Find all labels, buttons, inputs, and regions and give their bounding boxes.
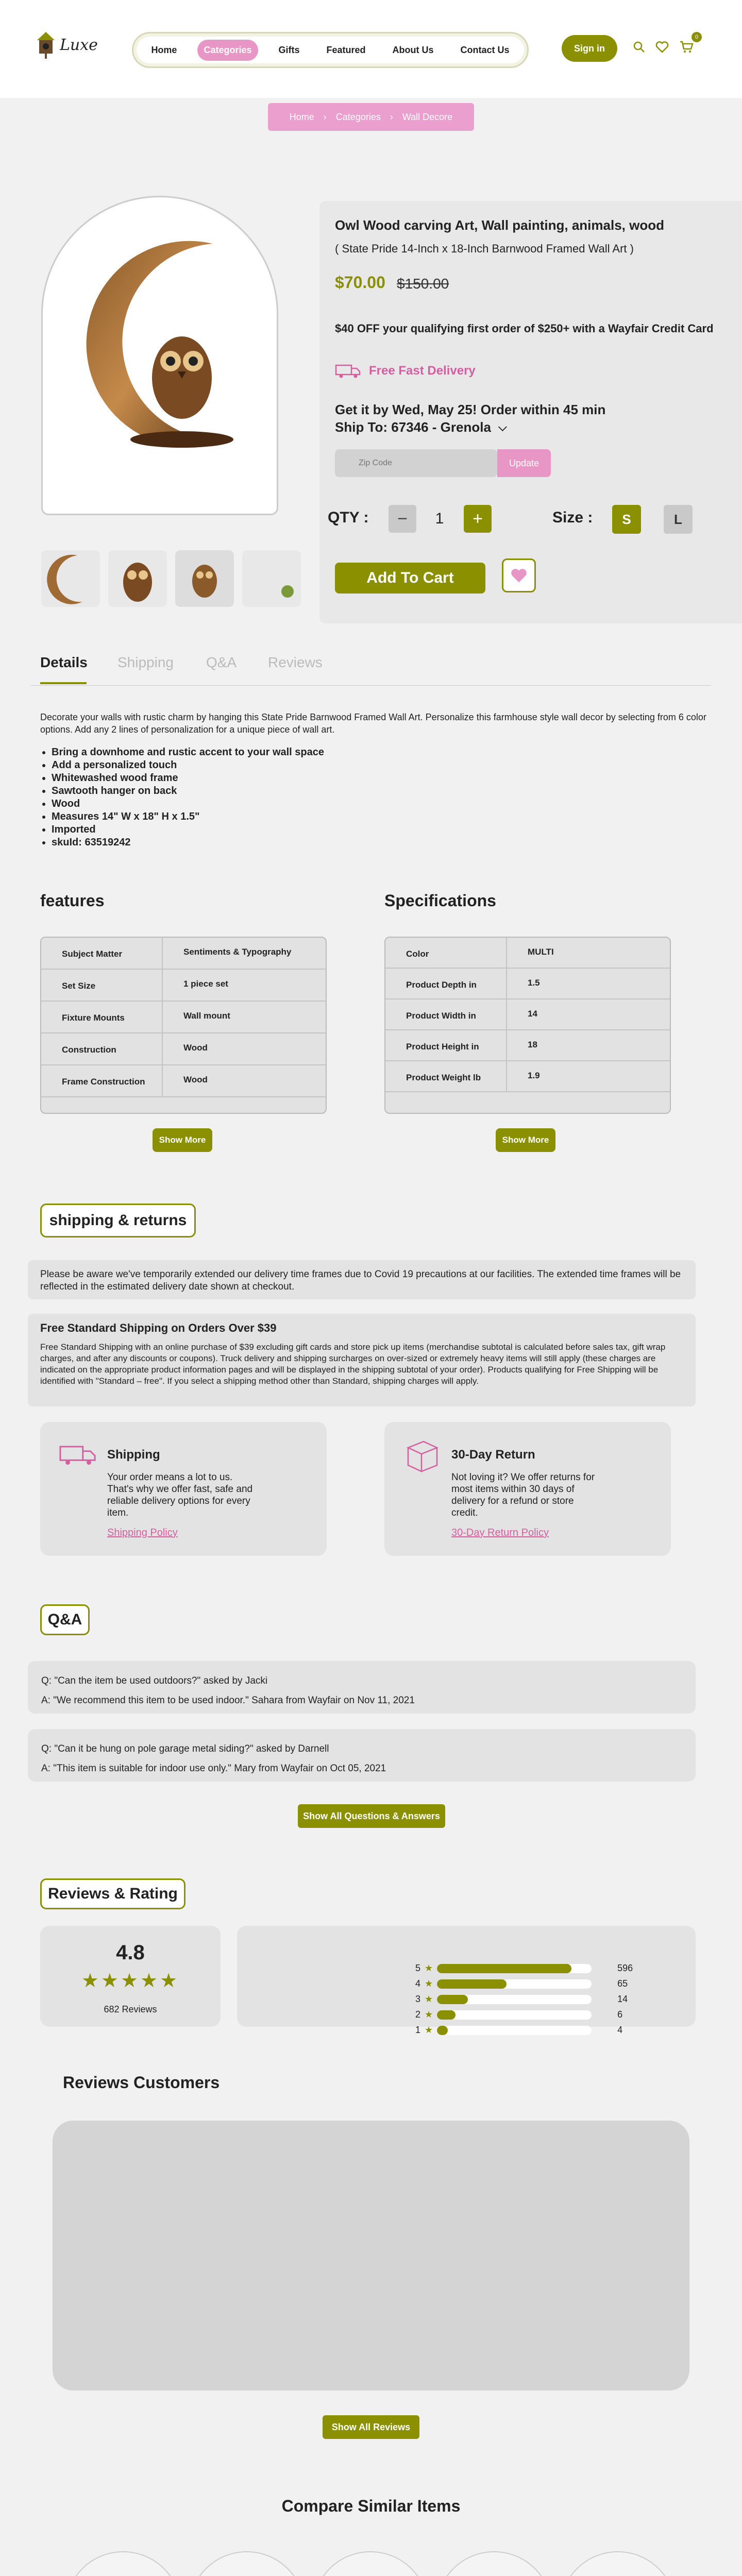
features-table — [40, 937, 327, 1114]
credit-card-offer: $40 OFF your qualifying first order of $250+ with a Wayfair Credit Card — [335, 322, 714, 335]
product-image — [561, 2552, 675, 2576]
owl-figurine-illustration — [334, 2569, 407, 2576]
return-card-title: 30-Day Return — [451, 1448, 535, 1462]
table-cell-key: Frame Construction — [41, 1065, 163, 1096]
reviews-customers-heading: Reviews Customers — [63, 2073, 220, 2092]
return-policy-link[interactable]: 30-Day Return Policy — [451, 1527, 549, 1538]
site-header — [0, 0, 742, 98]
list-item: • Imported — [52, 823, 324, 836]
table-row — [385, 1061, 670, 1092]
star-icon: ★ — [425, 1994, 433, 2004]
shipping-card-text: Your order means a lot to us. That's why we offer fast, safe and reliable delivery options for every item. — [107, 1472, 253, 1518]
details-list — [52, 746, 324, 849]
rating-stars: ★★★★★ — [81, 1970, 180, 1992]
table-cell-key: Product Weight lb — [385, 1061, 507, 1091]
rating-bar-track — [437, 1995, 592, 2004]
update-zip-button[interactable]: Update — [497, 449, 551, 477]
compare-product-card[interactable] — [189, 2551, 305, 2576]
truck-icon — [335, 363, 362, 379]
rating-count: 4 — [617, 2025, 623, 2035]
size-l-option[interactable]: L — [664, 505, 693, 534]
rating-bar-row — [415, 2009, 622, 2020]
nav-gifts[interactable]: Gifts — [278, 44, 300, 55]
owl-figurine-illustration — [582, 2569, 654, 2576]
table-row — [385, 969, 670, 999]
show-all-reviews-button[interactable]: Show All Reviews — [323, 2415, 419, 2439]
specifications-heading: Specifications — [384, 891, 496, 910]
chevron-right-icon: › — [323, 111, 327, 122]
delivery-date: Get it by Wed, May 25! Order within 45 min — [335, 402, 606, 417]
star-icon: ★ — [425, 1978, 433, 1989]
heart-icon — [510, 567, 528, 584]
table-cell-value: Wood — [183, 1075, 208, 1084]
star-icon: ★ — [425, 1963, 433, 1973]
rating-bar-row — [415, 1963, 633, 1974]
covid-notice: Please be aware we've temporarily extended our delivery time frames due to Covid 19 precautions at our facilities. The extended time frames will be reflected in the estimated delivery date shown at checkout. — [28, 1260, 696, 1299]
features-heading: features — [40, 891, 105, 910]
rating-count: 65 — [617, 1978, 628, 1989]
owl-figurine-illustration — [87, 2569, 159, 2576]
qty-value: 1 — [435, 510, 444, 527]
free-shipping-box — [28, 1314, 696, 1406]
table-cell-key: Product Width in — [385, 999, 507, 1029]
tab-details[interactable]: Details — [40, 654, 88, 670]
product-thumbnail[interactable] — [175, 550, 234, 607]
rating-count: 14 — [617, 1994, 628, 2004]
shipping-card-title: Shipping — [107, 1448, 160, 1462]
delivery-estimate — [335, 401, 605, 436]
table-row — [385, 1030, 670, 1061]
heart-icon[interactable] — [655, 41, 669, 53]
qa-item — [28, 1661, 696, 1714]
list-item: • Measures 14" W x 18" H x 1.5" — [52, 810, 324, 823]
free-delivery-label: Free Fast Delivery — [369, 364, 476, 378]
table-cell-key: Set Size — [41, 970, 163, 1001]
rating-star-label: 2 — [415, 2009, 421, 2020]
table-cell-value: Sentiments & Typography — [183, 947, 292, 957]
table-cell-value: 1 piece set — [183, 979, 228, 989]
product-thumbnail[interactable] — [41, 550, 100, 607]
truck-icon — [59, 1440, 98, 1469]
product-image — [66, 2552, 180, 2576]
compare-product-card[interactable] — [436, 2551, 552, 2576]
reviews-customers-area — [53, 2121, 689, 2391]
list-item: • Bring a downhome and rustic accent to your wall space — [52, 746, 324, 759]
rating-star-label: 3 — [415, 1994, 421, 2004]
rating-count: 596 — [617, 1963, 633, 1973]
rating-bar-fill — [437, 1964, 571, 1973]
rating-bar-row — [415, 1994, 628, 2005]
product-image — [190, 2552, 304, 2576]
rating-bar-fill — [437, 1995, 468, 2004]
rating-bar-track — [437, 2026, 592, 2035]
rating-bar-fill — [437, 2026, 448, 2035]
qa-item — [28, 1729, 696, 1782]
average-rating-card — [40, 1926, 221, 2027]
rating-star-label: 5 — [415, 1963, 421, 1973]
specifications-show-more-button[interactable]: Show More — [496, 1128, 555, 1152]
rating-bar-fill — [437, 1979, 507, 1989]
shipping-heading: shipping & returns — [40, 1204, 196, 1238]
rating-bar-track — [437, 2010, 592, 2020]
header-icons — [633, 40, 694, 54]
table-cell-key: Product Height in — [385, 1030, 507, 1060]
table-cell-key: Construction — [41, 1033, 163, 1064]
table-row — [41, 1033, 326, 1065]
list-item: • Whitewashed wood frame — [52, 772, 324, 785]
table-cell-value: MULTI — [528, 947, 554, 957]
search-icon[interactable] — [633, 41, 645, 53]
list-item: • Wood — [52, 798, 324, 810]
show-all-qa-button[interactable]: Show All Questions & Answers — [298, 1804, 445, 1828]
table-row — [385, 938, 670, 969]
free-delivery — [335, 363, 476, 379]
star-icon: ★ — [425, 2009, 433, 2020]
nav-home[interactable]: Home — [151, 44, 177, 55]
review-count: 682 Reviews — [104, 2004, 157, 2014]
features-show-more-button[interactable]: Show More — [153, 1128, 212, 1152]
qty-label: QTY : — [328, 509, 369, 526]
product-price: $70.00 — [335, 273, 385, 292]
add-to-cart-button[interactable]: Add To Cart — [335, 563, 485, 594]
chevron-right-icon: › — [390, 111, 393, 122]
nav-categories[interactable]: Categories — [197, 40, 258, 61]
table-cell-value: 1.5 — [528, 978, 540, 988]
compare-product-card[interactable] — [312, 2551, 429, 2576]
reviews-heading: Reviews & Rating — [40, 1878, 185, 1909]
birdhouse-logo-icon — [36, 31, 56, 59]
ship-to: Ship To: 67346 - Grenola — [335, 419, 491, 435]
rating-bar-row — [415, 2025, 622, 2036]
signin-button[interactable]: Sign in — [562, 35, 617, 62]
free-shipping-title: Free Standard Shipping on Orders Over $39 — [40, 1321, 277, 1334]
table-cell-value: Wood — [183, 1043, 208, 1053]
rating-star-label: 4 — [415, 1978, 421, 1989]
breadcrumb-categories[interactable]: Categories — [335, 111, 381, 122]
breadcrumb-home[interactable]: Home — [289, 111, 314, 122]
compare-heading: Compare Similar Items — [281, 2497, 461, 2515]
return-card — [384, 1422, 671, 1556]
product-title: Owl Wood carving Art, Wall painting, animals, wood — [335, 217, 664, 233]
return-card-text: Not loving it? We offer returns for most items within 30 days of delivery for a refund or store credit. — [451, 1472, 595, 1518]
free-shipping-text: Free Standard Shipping with an online purchase of $39 excluding gift cards and store pick up items (merchandise subtotal is calculated before sales tax, gift wrap charges, and after any discounts or coupons). Truck delivery and shipping surcharges on over-sized or extremely heavy items will still apply (these charges are indicated on the appropriate product information pages and will be displayed in the shipping subtotal of your order). Products qualifying for Free Shipping will be identified with "Standard – free". If you select a shipping method other than Standard, shipping charges will apply. — [40, 1342, 666, 1386]
shipping-card — [40, 1422, 327, 1556]
table-cell-value: 1.9 — [528, 1071, 540, 1080]
tabs-divider — [31, 685, 711, 686]
logo-text: Luxe — [60, 36, 98, 54]
product-main-image — [41, 196, 278, 515]
zip-code-input[interactable] — [335, 449, 497, 477]
table-cell-key: Product Depth in — [385, 969, 507, 998]
average-rating: 4.8 — [116, 1941, 145, 1964]
rating-count: 6 — [617, 2009, 623, 2020]
chevron-down-icon[interactable]: ⌵ — [498, 420, 507, 433]
tab-shipping[interactable]: Shipping — [117, 654, 174, 670]
table-row — [41, 938, 326, 970]
qty-minus-button[interactable]: − — [389, 505, 416, 533]
qa-answer: A: "This item is suitable for indoor use only." Mary from Wayfair on Oct 05, 2021 — [41, 1763, 386, 1774]
breadcrumb — [268, 103, 474, 131]
breadcrumb-current: Wall Decore — [402, 111, 453, 122]
shipping-policy-link[interactable]: Shipping Policy — [107, 1527, 178, 1538]
product-subtitle: ( State Pride 14-Inch x 18-Inch Barnwood Framed Wall Art ) — [335, 242, 634, 255]
nav-featured[interactable]: Featured — [326, 44, 366, 55]
nav-contact-us[interactable]: Contact Us — [460, 44, 510, 55]
table-row — [41, 970, 326, 1002]
qa-question: Q: "Can the item be used outdoors?" asked by Jacki — [41, 1675, 268, 1686]
size-label: Size : — [552, 509, 593, 526]
table-cell-key: Fixture Mounts — [41, 1002, 163, 1032]
qa-heading: Q&A — [40, 1604, 90, 1635]
rating-bar-fill — [437, 2010, 456, 2020]
owl-carving-illustration — [43, 197, 278, 515]
compare-product-card[interactable] — [560, 2551, 676, 2576]
star-icon: ★ — [425, 2025, 433, 2035]
compare-product-card[interactable] — [65, 2551, 181, 2576]
product-thumbnail[interactable] — [242, 550, 301, 607]
main-nav — [132, 32, 529, 68]
rating-bar-row — [415, 1978, 628, 1989]
list-item: • Sawtooth hanger on back — [52, 785, 324, 798]
product-old-price: $150.00 — [397, 276, 449, 292]
product-thumbnail[interactable] — [108, 550, 167, 607]
nav-about-us[interactable]: About Us — [392, 44, 434, 55]
qa-question: Q: "Can it be hung on pole garage metal siding?" asked by Darnell — [41, 1743, 329, 1754]
table-cell-value: Wall mount — [183, 1011, 230, 1021]
wishlist-button[interactable] — [502, 558, 536, 592]
cart-icon[interactable] — [679, 40, 694, 54]
table-cell-value: 18 — [528, 1040, 537, 1049]
rating-bar-track — [437, 1979, 592, 1989]
product-image — [437, 2552, 551, 2576]
owl-figurine-illustration — [458, 2569, 530, 2576]
qa-answer: A: "We recommend this item to be used indoor." Sahara from Wayfair on Nov 11, 2021 — [41, 1695, 415, 1706]
table-row — [385, 999, 670, 1030]
product-image — [313, 2552, 428, 2576]
table-cell-value: 14 — [528, 1009, 537, 1019]
size-s-option[interactable]: S — [612, 505, 641, 534]
product-description: Decorate your walls with rustic charm by hanging this State Pride Barnwood Framed Wall Art. Personalize this farmhouse style wall decor by selecting from 6 color options. Add any 2 lines of personalization for a unique piece of wall art. — [40, 712, 706, 735]
cart-count-badge: 0 — [692, 32, 702, 42]
table-cell-key: Color — [385, 938, 507, 968]
table-cell-key: Subject Matter — [41, 938, 163, 969]
logo[interactable] — [36, 31, 98, 59]
table-row — [41, 1065, 326, 1097]
qty-plus-button[interactable]: + — [464, 505, 492, 533]
rating-star-label: 1 — [415, 2025, 421, 2035]
tab-qa[interactable]: Q&A — [206, 654, 237, 670]
list-item: • skuId: 63519242 — [52, 836, 324, 849]
return-box-icon — [403, 1437, 442, 1475]
specifications-table — [384, 937, 671, 1114]
table-row — [41, 1002, 326, 1033]
rating-bar-track — [437, 1964, 592, 1973]
owl-figurine-illustration — [211, 2569, 283, 2576]
tab-reviews[interactable]: Reviews — [268, 654, 323, 670]
list-item: • Add a personalized touch — [52, 759, 324, 772]
active-tab-indicator — [40, 682, 87, 684]
